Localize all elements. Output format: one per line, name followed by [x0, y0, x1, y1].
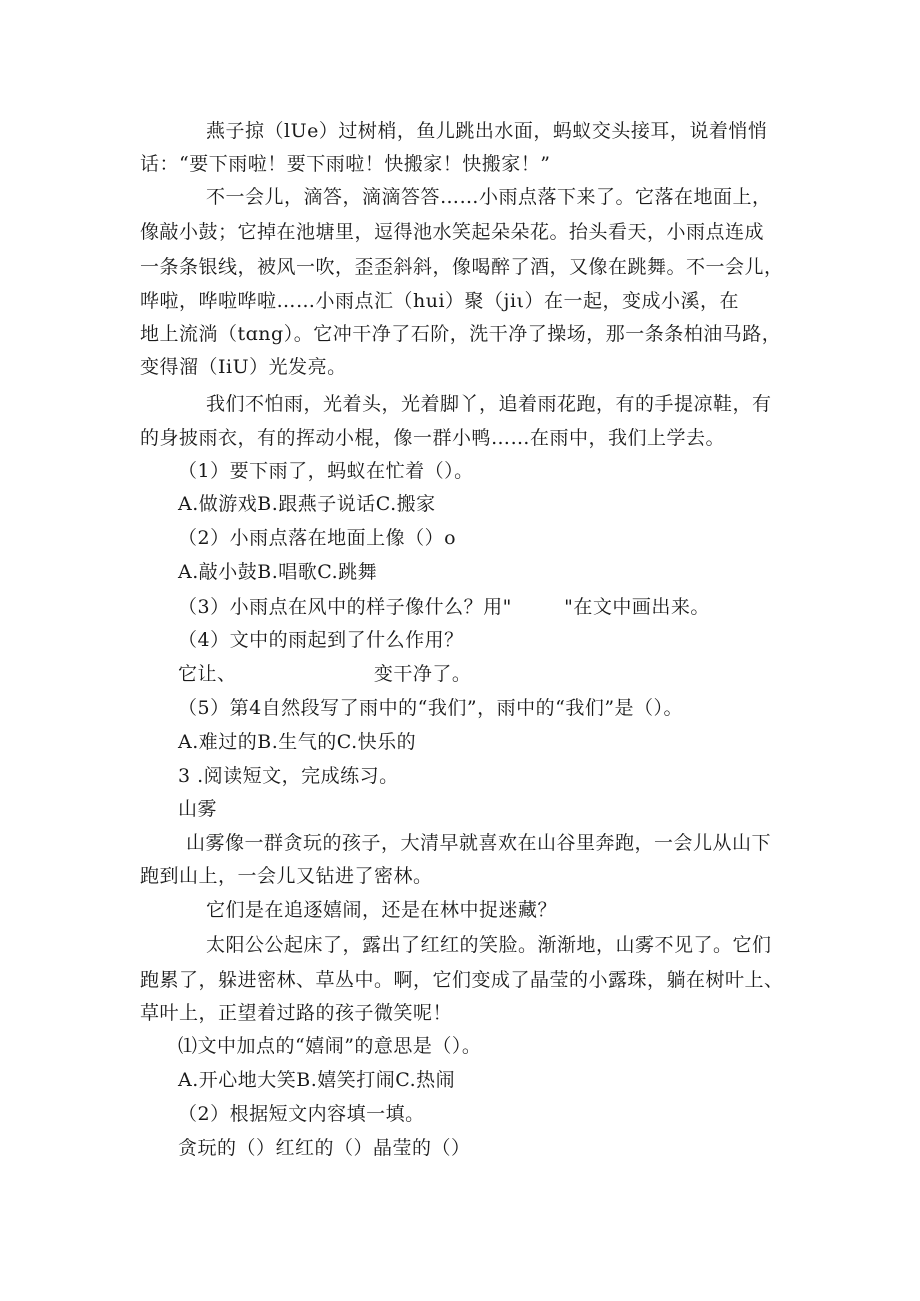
- passage1-line: 一条条银线，被风一吹，歪歪斜斜，像喝醉了酒，又像在跳舞。不一会儿，: [140, 256, 784, 278]
- section-heading: 3 .阅读短文，完成练习。: [178, 765, 399, 787]
- question-line: （1）要下雨了，蚂蚁在忙着（）。: [178, 460, 474, 482]
- answer-options: A.难过的B.生气的C.快乐的: [178, 731, 417, 753]
- passage2-line: 山雾像一群贪玩的孩子，大清早就喜欢在山谷里奔跑，一会儿从山下: [186, 832, 772, 854]
- passage2-line: 草叶上，正望着过路的孩子微笑呢！: [140, 1002, 453, 1024]
- question-line: （5）第4自然段写了雨中的“我们”，雨中的“我们”是（）。: [178, 697, 684, 719]
- passage2-line: 它们是在追逐嬉闹，还是在林中捉迷藏？: [206, 899, 558, 921]
- passage1-line: 像敲小鼓；它掉在池塘里，逗得池水笑起朵朵花。抬头看天，小雨点连成: [140, 221, 765, 243]
- fill-in-line: 它让、 变干净了。: [178, 663, 472, 685]
- passage1-line: 变得溜（IiU）光发亮。: [140, 356, 347, 378]
- answer-options: A.敲小鼓B.唱歌C.跳舞: [178, 561, 378, 583]
- question-line: （2）根据短文内容填一填。: [178, 1103, 425, 1125]
- answer-options: A.做游戏B.跟燕子说话C.搬家: [178, 493, 436, 515]
- question-line: （4）文中的雨起到了什么作用？: [178, 629, 464, 651]
- passage1-line: 话：“要下雨啦！要下雨啦！快搬家！快搬家！”: [140, 153, 551, 175]
- fill-in-line: 贪玩的（）红红的（）晶莹的（）: [178, 1137, 471, 1159]
- passage2-line: 太阳公公起床了，露出了红红的笑脸。渐渐地，山雾不见了。它们: [206, 934, 772, 956]
- passage2-line: 跑累了，躲进密林、草丛中。啊，它们变成了晶莹的小露珠，躺在树叶上、: [140, 969, 784, 991]
- passage1-line: 地上流淌（tɑng）。它冲干净了石阶，洗干净了操场，那一条条柏油马路，: [140, 323, 782, 345]
- answer-options: A.开心地大笑B.嬉笑打闹C.热闹: [178, 1069, 456, 1091]
- passage1-line: 不一会儿，滴答，滴滴答答……小雨点落下来了。它落在地面上，: [206, 186, 772, 208]
- passage2-line: 跑到山上，一会儿又钻进了密林。: [140, 865, 433, 887]
- passage1-line: 我们不怕雨，光着头，光着脚丫，追着雨花跑，有的手提凉鞋，有: [206, 393, 772, 415]
- question-line: ⑴文中加点的“嬉闹”的意思是（）。: [178, 1035, 482, 1057]
- passage1-line: 的身披雨衣，有的挥动小棍，像一群小鸭……在雨中，我们上学去。: [140, 427, 726, 449]
- question-line: （3）小雨点在风中的样子像什么？用" "在文中画出来。: [178, 596, 710, 618]
- passage-title: 山雾: [178, 798, 218, 820]
- passage1-line: 燕子掠（lUe）过树梢，鱼儿跳出水面，蚂蚁交头接耳，说着悄悄: [206, 120, 768, 142]
- question-line: （2）小雨点落在地面上像（）o: [178, 527, 457, 549]
- passage1-line: 哗啦，哗啦哗啦……小雨点汇（hui）聚（jiι）在一起，变成小溪，在: [140, 290, 739, 312]
